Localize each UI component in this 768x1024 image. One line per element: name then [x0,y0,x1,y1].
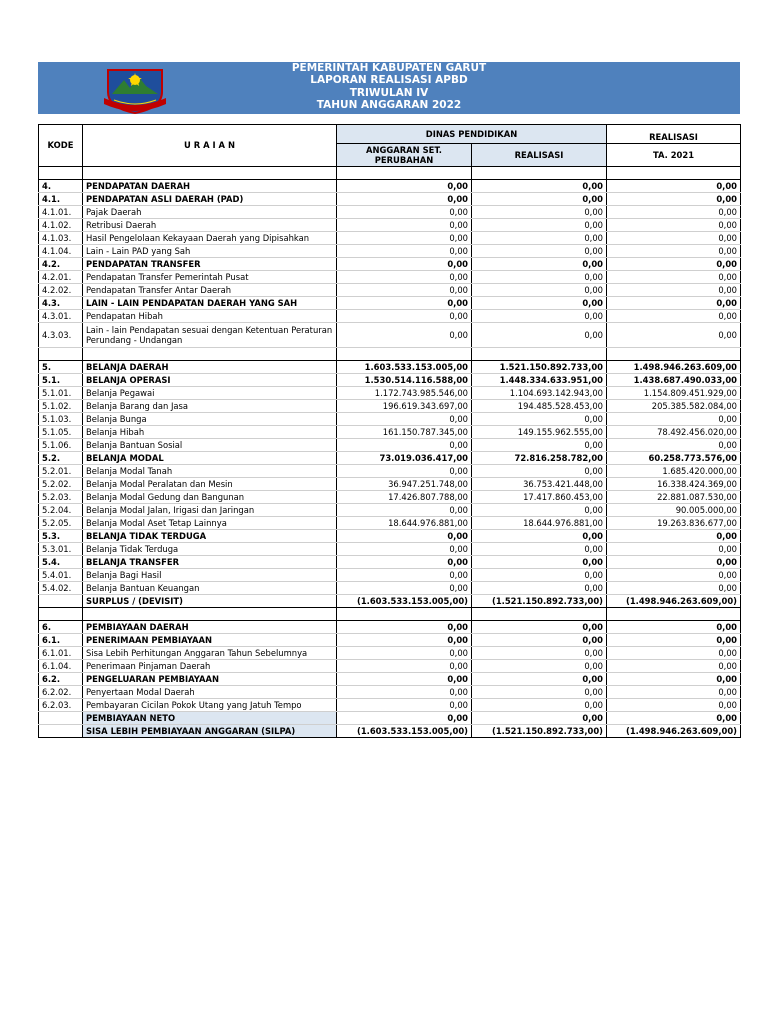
row-realisasi-prev: 0,00 [607,582,741,595]
row-realisasi-prev: 0,00 [607,310,741,323]
row-realisasi-prev: 0,00 [607,232,741,245]
row-kode: 4.1.04. [39,245,83,258]
row-anggaran: 0,00 [337,686,472,699]
report-title-block [38,62,740,112]
row-realisasi-prev: 0,00 [607,699,741,712]
row-anggaran: 0,00 [337,245,472,258]
row-realisasi-prev: 0,00 [607,206,741,219]
table-row [39,193,741,206]
row-realisasi: 0,00 [472,686,607,699]
spacer-row [39,348,741,361]
row-anggaran: 0,00 [337,232,472,245]
table-row [39,725,741,738]
row-uraian: Belanja Bantuan Keuangan [83,582,337,595]
row-kode: 5.4.02. [39,582,83,595]
row-anggaran: 1.530.514.116.588,00 [337,374,472,387]
row-realisasi: 0,00 [472,271,607,284]
row-kode [39,595,83,608]
row-anggaran: 0,00 [337,621,472,634]
table-row [39,556,741,569]
row-realisasi-prev: 0,00 [607,712,741,725]
row-realisasi-prev: 0,00 [607,673,741,686]
spacer-row [39,608,741,621]
column-header-realisasi: REALISASI [472,144,607,167]
row-realisasi: 0,00 [472,673,607,686]
row-realisasi: 0,00 [472,180,607,193]
table-row [39,400,741,413]
table-row [39,569,741,582]
row-realisasi: 0,00 [472,310,607,323]
row-realisasi-prev: 0,00 [607,439,741,452]
row-kode: 4.3.03. [39,323,83,348]
row-realisasi-prev: 0,00 [607,284,741,297]
row-realisasi-prev: 90.005.000,00 [607,504,741,517]
row-anggaran: 0,00 [337,297,472,310]
row-anggaran: 0,00 [337,271,472,284]
row-kode: 5. [39,361,83,374]
report-title: LAPORAN REALISASI APBD [310,74,468,87]
table-row [39,582,741,595]
row-realisasi: 0,00 [472,556,607,569]
row-kode: 4.1.02. [39,219,83,232]
row-uraian: PENDAPATAN ASLI DAERAH (PAD) [83,193,337,206]
row-realisasi: 0,00 [472,530,607,543]
row-kode: 4.1.03. [39,232,83,245]
table-row [39,686,741,699]
table-row [39,647,741,660]
row-uraian: LAIN - LAIN PENDAPATAN DAERAH YANG SAH [83,297,337,310]
column-header-uraian: U R A I A N [83,125,337,167]
row-realisasi: 1.521.150.892.733,00 [472,361,607,374]
table-row [39,374,741,387]
row-realisasi: 17.417.860.453,00 [472,491,607,504]
row-realisasi: 36.753.421.448,00 [472,478,607,491]
row-anggaran: 0,00 [337,634,472,647]
table-row [39,297,741,310]
row-realisasi-prev: 205.385.582.084,00 [607,400,741,413]
row-kode: 4. [39,180,83,193]
row-kode: 5.1.03. [39,413,83,426]
row-kode: 5.1.05. [39,426,83,439]
row-realisasi: 194.485.528.453,00 [472,400,607,413]
table-row [39,426,741,439]
table-row [39,504,741,517]
row-realisasi-prev: 0,00 [607,180,741,193]
row-realisasi: 0,00 [472,582,607,595]
row-realisasi-prev: 0,00 [607,647,741,660]
row-kode: 4.2. [39,258,83,271]
table-row [39,284,741,297]
table-row [39,595,741,608]
row-realisasi: 1.448.334.633.951,00 [472,374,607,387]
row-anggaran: 0,00 [337,504,472,517]
row-realisasi-prev: 1.498.946.263.609,00 [607,361,741,374]
row-kode: 5.2.04. [39,504,83,517]
row-realisasi: 0,00 [472,569,607,582]
row-kode: 4.2.01. [39,271,83,284]
row-anggaran: 0,00 [337,258,472,271]
row-uraian: PENDAPATAN DAERAH [83,180,337,193]
row-realisasi: 0,00 [472,699,607,712]
row-uraian: Pendapatan Transfer Antar Daerah [83,284,337,297]
row-uraian: BELANJA TIDAK TERDUGA [83,530,337,543]
row-uraian: Belanja Bantuan Sosial [83,439,337,452]
row-anggaran: 1.603.533.153.005,00 [337,361,472,374]
row-anggaran: 0,00 [337,660,472,673]
fiscal-year: TAHUN ANGGARAN 2022 [316,99,462,112]
column-header-ta: TA. 2021 [607,144,741,167]
row-anggaran: 18.644.976.881,00 [337,517,472,530]
column-header-realisasi-prev: REALISASI [607,125,741,144]
row-realisasi-prev: 1.438.687.490.033,00 [607,374,741,387]
row-anggaran: 0,00 [337,193,472,206]
row-anggaran: 0,00 [337,582,472,595]
row-kode: 5.4.01. [39,569,83,582]
row-realisasi: 0,00 [472,543,607,556]
table-row [39,452,741,465]
row-realisasi-prev: 0,00 [607,634,741,647]
row-realisasi: 0,00 [472,232,607,245]
row-kode: 5.2.02. [39,478,83,491]
row-realisasi-prev: 0,00 [607,660,741,673]
row-anggaran: 36.947.251.748,00 [337,478,472,491]
row-kode: 5.2.01. [39,465,83,478]
row-realisasi-prev: 0,00 [607,530,741,543]
row-uraian: BELANJA OPERASI [83,374,337,387]
row-kode: 4.2.02. [39,284,83,297]
row-kode: 5.3. [39,530,83,543]
row-realisasi: 0,00 [472,439,607,452]
row-realisasi-prev: (1.498.946.263.609,00) [607,595,741,608]
row-realisasi: 0,00 [472,647,607,660]
row-uraian: Pembayaran Cicilan Pokok Utang yang Jatuh Tempo [83,699,337,712]
row-anggaran: 0,00 [337,284,472,297]
table-row [39,660,741,673]
table-row [39,361,741,374]
row-realisasi: 0,00 [472,219,607,232]
row-uraian: PEMBIAYAAN DAERAH [83,621,337,634]
row-realisasi-prev: 0,00 [607,569,741,582]
row-realisasi: 0,00 [472,712,607,725]
row-uraian: Belanja Modal Jalan, Irigasi dan Jaringan [83,504,337,517]
row-anggaran: 0,00 [337,310,472,323]
row-uraian: Retribusi Daerah [83,219,337,232]
row-realisasi: 18.644.976.881,00 [472,517,607,530]
budget-realization-table [38,124,741,738]
table-row [39,413,741,426]
row-anggaran: (1.603.533.153.005,00) [337,595,472,608]
column-header-kode: KODE [39,125,83,167]
row-uraian: Sisa Lebih Perhitungan Anggaran Tahun Sebelumnya [83,647,337,660]
table-row [39,310,741,323]
row-kode: 4.3.01. [39,310,83,323]
row-realisasi-prev: 22.881.087.530,00 [607,491,741,504]
row-realisasi-prev: 0,00 [607,193,741,206]
row-uraian: Belanja Hibah [83,426,337,439]
row-uraian: Hasil Pengelolaan Kekayaan Daerah yang Dipisahkan [83,232,337,245]
row-anggaran: (1.603.533.153.005,00) [337,725,472,738]
row-realisasi-prev: 1.154.809.451.929,00 [607,387,741,400]
row-anggaran: 1.172.743.985.546,00 [337,387,472,400]
row-uraian: Belanja Bagi Hasil [83,569,337,582]
row-anggaran: 161.150.787.345,00 [337,426,472,439]
row-kode: 4.1.01. [39,206,83,219]
table-row [39,699,741,712]
row-realisasi-prev: 60.258.773.576,00 [607,452,741,465]
row-realisasi-prev: 0,00 [607,271,741,284]
row-kode: 6.1. [39,634,83,647]
row-realisasi: 0,00 [472,206,607,219]
row-realisasi-prev: 0,00 [607,245,741,258]
row-anggaran: 0,00 [337,439,472,452]
row-uraian: PENGELUARAN PEMBIAYAAN [83,673,337,686]
row-anggaran: 0,00 [337,712,472,725]
row-realisasi: 0,00 [472,284,607,297]
report-period: TRIWULAN IV [349,86,429,99]
row-realisasi: 0,00 [472,621,607,634]
table-row [39,621,741,634]
row-anggaran: 0,00 [337,673,472,686]
row-kode: 6.1.01. [39,647,83,660]
row-realisasi-prev: 19.263.836.677,00 [607,517,741,530]
row-realisasi: (1.521.150.892.733,00) [472,725,607,738]
row-uraian: Belanja Modal Aset Tetap Lainnya [83,517,337,530]
table-row [39,673,741,686]
row-realisasi-prev: 0,00 [607,543,741,556]
row-kode: 5.1. [39,374,83,387]
table-row [39,180,741,193]
row-anggaran: 0,00 [337,647,472,660]
row-realisasi-prev: 0,00 [607,297,741,310]
row-realisasi-prev: 0,00 [607,219,741,232]
table-row [39,712,741,725]
table-row [39,232,741,245]
row-realisasi: 1.104.693.142.943,00 [472,387,607,400]
row-anggaran: 0,00 [337,569,472,582]
row-realisasi: 0,00 [472,323,607,348]
row-uraian: Penerimaan Pinjaman Daerah [83,660,337,673]
row-kode: 5.4. [39,556,83,569]
row-anggaran: 17.426.807.788,00 [337,491,472,504]
row-kode: 5.2. [39,452,83,465]
row-uraian: Lain - lain Pendapatan sesuai dengan Ketentuan Peraturan Perundang - Undangan [83,323,337,348]
table-row [39,634,741,647]
table-row [39,478,741,491]
row-kode: 5.1.02. [39,400,83,413]
row-realisasi: 72.816.258.782,00 [472,452,607,465]
row-uraian: Belanja Pegawai [83,387,337,400]
row-anggaran: 0,00 [337,219,472,232]
row-anggaran: 196.619.343.697,00 [337,400,472,413]
row-realisasi: 0,00 [472,634,607,647]
table-row [39,206,741,219]
row-uraian: Pajak Daerah [83,206,337,219]
row-realisasi: 0,00 [472,465,607,478]
row-uraian: BELANJA DAERAH [83,361,337,374]
row-kode: 6. [39,621,83,634]
row-kode: 4.3. [39,297,83,310]
spacer-row [39,167,741,180]
column-header-anggaran: ANGGARAN SET. PERUBAHAN [337,144,472,167]
row-realisasi-prev: (1.498.946.263.609,00) [607,725,741,738]
row-realisasi-prev: 78.492.456.020,00 [607,426,741,439]
row-kode: 6.2. [39,673,83,686]
row-kode: 4.1. [39,193,83,206]
row-uraian: SURPLUS / (DEVISIT) [83,595,337,608]
row-kode: 5.1.01. [39,387,83,400]
row-kode: 5.1.06. [39,439,83,452]
row-uraian: BELANJA TRANSFER [83,556,337,569]
table-row [39,517,741,530]
row-kode: 5.2.03. [39,491,83,504]
row-kode: 6.2.02. [39,686,83,699]
row-realisasi: (1.521.150.892.733,00) [472,595,607,608]
row-anggaran: 0,00 [337,206,472,219]
row-anggaran: 0,00 [337,323,472,348]
row-uraian: Belanja Modal Gedung dan Bangunan [83,491,337,504]
row-realisasi: 0,00 [472,504,607,517]
row-uraian: Pendapatan Transfer Pemerintah Pusat [83,271,337,284]
table-row [39,543,741,556]
row-realisasi: 0,00 [472,245,607,258]
table-row [39,530,741,543]
row-realisasi-prev: 16.338.424.369,00 [607,478,741,491]
row-anggaran: 0,00 [337,465,472,478]
row-kode: 5.2.05. [39,517,83,530]
table-row [39,465,741,478]
column-header-dinas: DINAS PENDIDIKAN [337,125,607,144]
row-anggaran: 0,00 [337,543,472,556]
row-anggaran: 0,00 [337,530,472,543]
row-uraian: Belanja Tidak Terduga [83,543,337,556]
row-realisasi-prev: 0,00 [607,556,741,569]
row-kode [39,712,83,725]
table-row [39,258,741,271]
table-row [39,323,741,348]
row-kode: 6.1.04. [39,660,83,673]
row-uraian: Lain - Lain PAD yang Sah [83,245,337,258]
row-anggaran: 0,00 [337,556,472,569]
row-realisasi-prev: 0,00 [607,413,741,426]
row-realisasi: 0,00 [472,193,607,206]
row-realisasi-prev: 0,00 [607,621,741,634]
row-uraian: Belanja Bunga [83,413,337,426]
row-anggaran: 0,00 [337,699,472,712]
row-uraian: PENERIMAAN PEMBIAYAAN [83,634,337,647]
row-uraian: Belanja Modal Tanah [83,465,337,478]
row-realisasi: 0,00 [472,660,607,673]
row-realisasi: 0,00 [472,413,607,426]
row-kode [39,725,83,738]
row-anggaran: 0,00 [337,180,472,193]
table-row [39,387,741,400]
row-uraian: Pendapatan Hibah [83,310,337,323]
row-uraian: SISA LEBIH PEMBIAYAAN ANGGARAN (SILPA) [83,725,337,738]
row-uraian: Belanja Barang dan Jasa [83,400,337,413]
table-row [39,245,741,258]
row-realisasi: 149.155.962.555,00 [472,426,607,439]
table-row [39,491,741,504]
row-uraian: Belanja Modal Peralatan dan Mesin [83,478,337,491]
government-name: PEMERINTAH KABUPATEN GARUT [291,62,487,74]
row-realisasi: 0,00 [472,297,607,310]
table-row [39,271,741,284]
row-uraian: BELANJA MODAL [83,452,337,465]
row-realisasi-prev: 0,00 [607,323,741,348]
row-kode: 5.3.01. [39,543,83,556]
row-anggaran: 73.019.036.417,00 [337,452,472,465]
row-anggaran: 0,00 [337,413,472,426]
row-realisasi-prev: 0,00 [607,686,741,699]
row-realisasi-prev: 0,00 [607,258,741,271]
row-realisasi: 0,00 [472,258,607,271]
table-row [39,439,741,452]
row-uraian: Penyertaan Modal Daerah [83,686,337,699]
row-kode: 6.2.03. [39,699,83,712]
row-uraian: PENDAPATAN TRANSFER [83,258,337,271]
table-row [39,219,741,232]
row-realisasi-prev: 1.685.420.000,00 [607,465,741,478]
row-uraian: PEMBIAYAAN NETO [83,712,337,725]
